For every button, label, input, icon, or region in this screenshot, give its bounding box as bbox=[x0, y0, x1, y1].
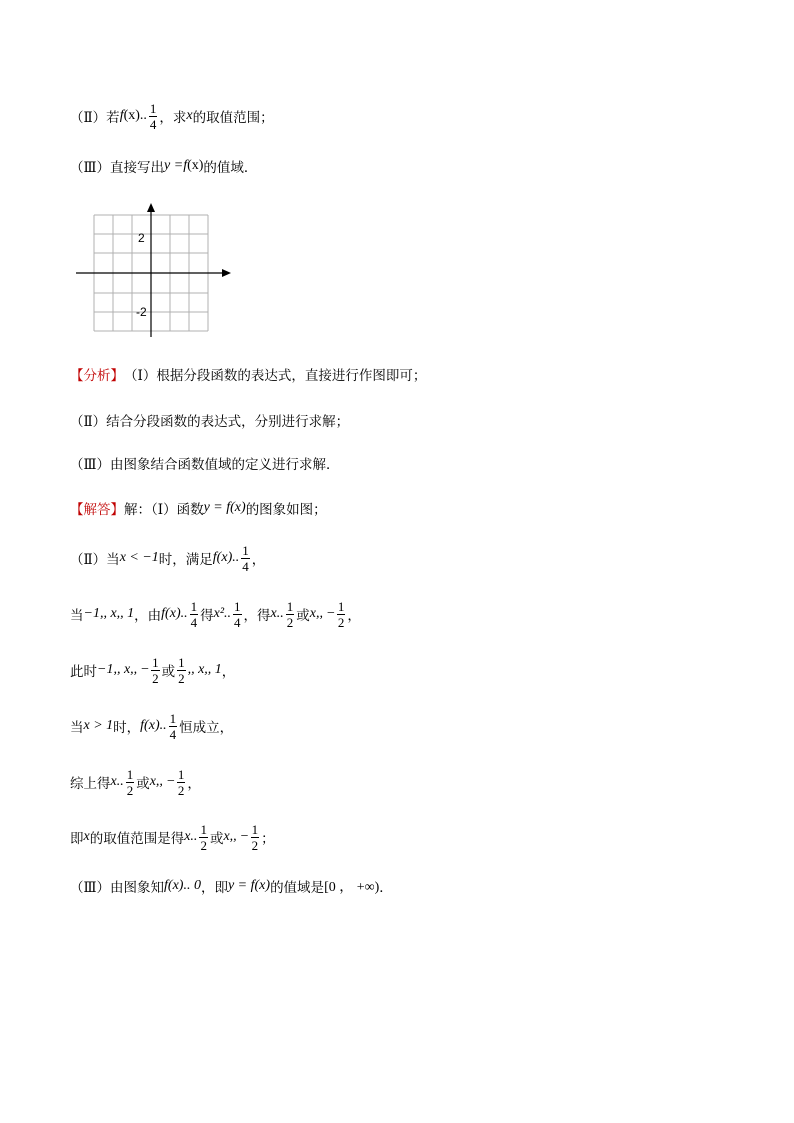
s5-a: 当 bbox=[70, 720, 84, 736]
s6-comma: ， bbox=[187, 776, 201, 792]
fraction-numerator: 1 bbox=[152, 654, 159, 670]
fraction-denominator: 2 bbox=[178, 670, 185, 686]
analysis-text3: （Ⅲ）由图象结合函数值域的定义进行求解． bbox=[70, 457, 340, 473]
s5-cond: x > 1 bbox=[83, 718, 114, 733]
s3-x: x.. bbox=[270, 606, 284, 621]
solution-line7 bbox=[70, 817, 275, 857]
s3-fraction-quarter-1 bbox=[190, 599, 199, 630]
s6-fraction-half-2 bbox=[177, 767, 186, 798]
s3-c: 得 bbox=[200, 608, 214, 624]
fraction-denominator: 2 bbox=[152, 670, 159, 686]
s8-c: 的值域是 bbox=[270, 880, 325, 896]
fraction-numerator: 1 bbox=[251, 821, 259, 837]
part2-var: x bbox=[186, 108, 193, 123]
fraction-denominator: 2 bbox=[337, 614, 345, 630]
s6-x: x.. bbox=[110, 774, 124, 789]
fraction-denominator: 2 bbox=[126, 782, 134, 798]
solution-line4 bbox=[70, 650, 235, 690]
fraction-numerator: 1 bbox=[337, 598, 345, 614]
s2-fraction bbox=[241, 543, 250, 574]
s4-or: 或 bbox=[161, 664, 176, 680]
s8-end: ． bbox=[379, 880, 393, 896]
fraction-denominator: 2 bbox=[200, 837, 207, 853]
fraction-denominator: 2 bbox=[177, 782, 185, 798]
s7-semicolon: ； bbox=[261, 831, 275, 847]
s3-a: 当 bbox=[70, 608, 84, 624]
s7-minus: − bbox=[240, 829, 249, 844]
s3-or: 或 bbox=[296, 608, 310, 624]
analysis-tag: 【分析】 bbox=[70, 368, 124, 384]
y-tick-label-top: 2 bbox=[138, 231, 145, 245]
fraction-denominator: 4 bbox=[190, 614, 198, 630]
s6-minus: − bbox=[166, 774, 175, 789]
s7-var: x bbox=[83, 829, 90, 844]
fraction-denominator: 4 bbox=[169, 726, 177, 742]
fraction-numerator: 1 bbox=[126, 766, 134, 782]
s7-b: 的取值范围是得 bbox=[89, 831, 185, 847]
s4-comma: ， bbox=[221, 664, 236, 680]
s5-c: 恒成立， bbox=[179, 720, 234, 736]
s7-or: 或 bbox=[209, 831, 224, 847]
s3-b: ，由 bbox=[134, 608, 162, 624]
part2-fx: f bbox=[119, 108, 124, 123]
fraction-denominator: 4 bbox=[242, 558, 249, 574]
analysis-text2: （Ⅱ）结合分段函数的表达式，分别进行求解； bbox=[70, 414, 350, 430]
solution-line1 bbox=[70, 488, 327, 528]
s5-b: 时， bbox=[113, 720, 141, 736]
fraction-numerator: 1 bbox=[178, 654, 185, 670]
s3-d: ，得 bbox=[243, 608, 271, 624]
s4-fraction-half-1 bbox=[151, 655, 160, 686]
analysis-text1: （Ⅰ）根据分段函数的表达式，直接进行作图即可； bbox=[124, 368, 427, 384]
s7-x2: x,, bbox=[223, 829, 237, 844]
s7-a: 即 bbox=[70, 831, 84, 847]
fraction-numerator: 1 bbox=[149, 100, 157, 116]
s2-comma: ， bbox=[251, 552, 266, 568]
fraction-numerator: 1 bbox=[242, 542, 249, 558]
fraction-numerator: 1 bbox=[169, 710, 177, 726]
s4-minus: − bbox=[141, 662, 150, 677]
y-axis bbox=[147, 203, 155, 337]
s6-a: 综上得 bbox=[70, 776, 111, 792]
solution-tag: 【解答】 bbox=[70, 502, 124, 518]
s7-x: x.. bbox=[184, 829, 198, 844]
s3-minus: − bbox=[326, 606, 335, 621]
s3-fraction-half-2 bbox=[337, 599, 346, 630]
s3-x2: x².. bbox=[213, 606, 232, 621]
s4-cond: −1,, x,, bbox=[97, 662, 138, 677]
part2-rel: .. bbox=[139, 108, 147, 123]
s8-eq: y = f(x) bbox=[227, 878, 271, 893]
part3-label: （Ⅲ）直接写出 bbox=[70, 160, 165, 176]
s8-a: （Ⅲ）由图象知 bbox=[70, 880, 165, 896]
part3-lhs: y = bbox=[164, 158, 184, 173]
fraction-numerator: 1 bbox=[234, 598, 241, 614]
s4-tail: ,, x,, 1 bbox=[187, 662, 222, 677]
coordinate-grid-figure bbox=[72, 200, 237, 340]
solution-line6 bbox=[70, 762, 201, 802]
fraction-numerator: 1 bbox=[190, 598, 198, 614]
fraction-denominator: 2 bbox=[286, 614, 294, 630]
part3-tail: 的值域． bbox=[203, 160, 258, 176]
s8-b: ，即 bbox=[200, 880, 228, 896]
solution-line8 bbox=[70, 866, 393, 906]
solution-intro-math: y = f(x) bbox=[203, 500, 246, 515]
analysis-line1 bbox=[70, 354, 426, 394]
s3-x2b: x,, bbox=[309, 606, 323, 621]
s2-fx: f(x).. bbox=[212, 550, 240, 565]
s2-label: （Ⅱ）当 bbox=[70, 552, 120, 568]
s4-a: 此时 bbox=[70, 664, 97, 680]
solution-line3 bbox=[70, 594, 361, 634]
s7-fraction-half-2 bbox=[251, 822, 260, 853]
s7-fraction-half-1 bbox=[199, 822, 208, 853]
analysis-line2 bbox=[70, 400, 349, 440]
s2-cond: x < −1 bbox=[119, 550, 159, 565]
solution-intro-tail: 的图象如图； bbox=[245, 502, 327, 518]
part2-fraction bbox=[149, 101, 158, 132]
fraction-denominator: 4 bbox=[149, 116, 157, 132]
problem-part2 bbox=[70, 96, 274, 136]
part2-paren: (x) bbox=[123, 108, 140, 123]
s6-x2: x,, bbox=[149, 774, 163, 789]
fraction-numerator: 1 bbox=[177, 766, 185, 782]
fraction-denominator: 4 bbox=[234, 614, 241, 630]
s5-fx: f(x).. bbox=[140, 718, 167, 733]
s2-mid: 时，满足 bbox=[158, 552, 213, 568]
s4-fraction-half-2 bbox=[177, 655, 186, 686]
problem-part3 bbox=[70, 146, 257, 186]
s3-fx: f(x).. bbox=[161, 606, 188, 621]
s8-range: [0 ， +∞) bbox=[324, 880, 380, 895]
s3-fraction-quarter-2 bbox=[233, 599, 242, 630]
s3-cond: −1,, x,, 1 bbox=[83, 606, 135, 621]
s8-fx: f(x).. 0 bbox=[164, 878, 201, 893]
analysis-line3 bbox=[70, 443, 340, 483]
fraction-numerator: 1 bbox=[286, 598, 294, 614]
part2-tail1: ，求 bbox=[159, 110, 187, 126]
fraction-denominator: 2 bbox=[251, 837, 259, 853]
y-tick-label-bottom: -2 bbox=[136, 305, 147, 319]
fraction-numerator: 1 bbox=[200, 821, 207, 837]
s3-comma: ， bbox=[347, 608, 361, 624]
part3-fx: f bbox=[183, 158, 188, 173]
solution-line5 bbox=[70, 706, 233, 746]
s5-fraction bbox=[169, 711, 178, 742]
part3-paren: (x) bbox=[187, 158, 204, 173]
s3-fraction-half-1 bbox=[286, 599, 295, 630]
s6-fraction-half-1 bbox=[126, 767, 135, 798]
part2-label: （Ⅱ）若 bbox=[70, 110, 120, 126]
solution-line2 bbox=[70, 538, 265, 578]
part2-tail2: 的取值范围； bbox=[192, 110, 274, 126]
s6-or: 或 bbox=[136, 776, 150, 792]
solution-intro: 解：（Ⅰ）函数 bbox=[124, 502, 204, 518]
